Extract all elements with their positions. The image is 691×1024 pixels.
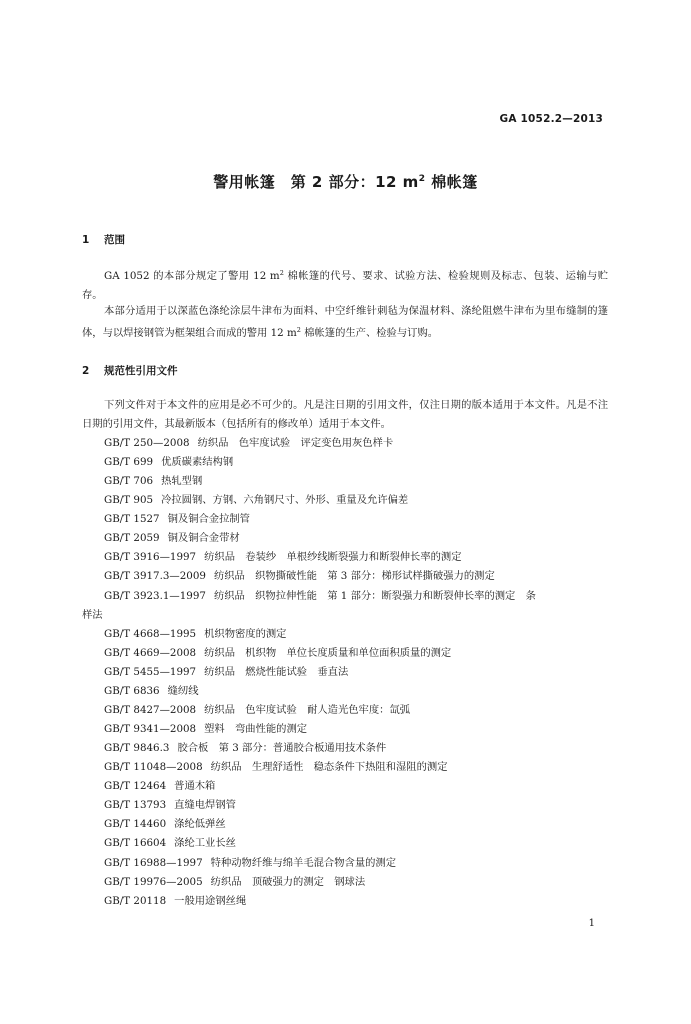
reference-item [104, 510, 608, 529]
reference-item [104, 796, 608, 815]
title-superscript: 2 [418, 174, 426, 184]
reference-title: 纺织品 织物拉伸性能 第 1 部分：断裂强力和断裂伸长率的测定 条 [213, 589, 536, 602]
reference-code: GB/T 706 [104, 475, 154, 488]
section-number: 1 [82, 234, 90, 246]
reference-code: GB/T 4668—1995 [104, 627, 197, 640]
reference-title: 胶合板 第 3 部分：普通胶合板通用技术条件 [177, 742, 387, 755]
reference-item [104, 739, 608, 758]
reference-code: GB/T 12464 [104, 780, 167, 793]
reference-code: GB/T 6836 [104, 684, 160, 697]
document-title [0, 171, 691, 192]
reference-item [104, 567, 608, 586]
reference-title: 铜及铜合金带材 [167, 532, 240, 545]
reference-code: GB/T 2059 [104, 532, 160, 545]
reference-title: 一般用途钢丝绳 [174, 894, 247, 907]
section-number: 2 [82, 365, 90, 377]
reference-code: GB/T 9341—2008 [104, 723, 197, 736]
reference-item [104, 701, 608, 720]
reference-item [104, 834, 608, 853]
reference-title: 机织物密度的测定 [204, 627, 287, 640]
reference-item [104, 644, 608, 663]
reference-title: 纺织品 色牢度试验 评定变色用灰色样卡 [197, 437, 394, 449]
reference-code: GB/T 699 [104, 456, 154, 469]
reference-code: GB/T 250—2008 [104, 437, 190, 449]
reference-code: GB/T 16604 [104, 837, 167, 850]
page-number: 1 [588, 918, 595, 929]
reference-item [82, 587, 608, 621]
reference-item [104, 682, 608, 701]
reference-item [104, 892, 608, 911]
reference-code: GB/T 13793 [104, 799, 167, 812]
reference-code: GB/T 5455—1997 [104, 665, 197, 678]
reference-item [104, 873, 608, 892]
reference-item [104, 472, 608, 491]
reference-item [104, 777, 608, 796]
reference-title: 优质碳素结构钢 [161, 456, 234, 469]
reference-code: GB/T 9846.3 [104, 742, 170, 755]
reference-title: 纺织品 机织物 单位长度质量和单位面积质量的测定 [204, 646, 452, 659]
title-tail: 棉帐篷 [425, 173, 478, 191]
reference-title: 铜及铜合金拉制管 [167, 513, 250, 526]
reference-title: 塑料 弯曲性能的测定 [204, 723, 308, 736]
reference-item [104, 663, 608, 682]
references-intro: 下列文件对于本文件的应用是必不可少的。凡是注日期的引用文件，仅注日期的版本适用于本文件。凡是不注日期的引用文件，其最新版本（包括所有的修改单）适用于本文件。 [82, 399, 608, 430]
scope-paragraph-1: GA 1052 的本部分规定了警用 12 $m^2$ 棉帐篷的代号、要求、试验方法、检验规则及标志、包装、运输与贮存。 [82, 269, 609, 301]
section-1-heading [82, 232, 125, 247]
reference-item [104, 529, 608, 548]
reference-code: GB/T 3916—1997 [104, 551, 197, 564]
reference-title: 冷拉圆钢、方钢、六角钢尺寸、外形、重量及允许偏差 [161, 494, 409, 507]
reference-title: 缝纫线 [167, 684, 199, 697]
reference-code: GB/T 19976—2005 [104, 875, 203, 888]
reference-title-continuation: 样法 [82, 608, 103, 621]
standard-code: GA 1052.2—2013 [499, 113, 603, 125]
reference-title: 普通木箱 [174, 780, 216, 793]
section-title: 范围 [104, 234, 125, 246]
reference-item [104, 854, 608, 873]
reference-item [104, 434, 608, 453]
scope-paragraph-2: 本部分适用于以深蓝色涤纶涂层牛津布为面料、中空纤维针刺毡为保温材料、涤纶阻燃牛津布为里布缝制的篷体，与以焊接钢管为框架组合而成的警用 12 $m^2$ 棉帐篷的生产、检验与订购。 [82, 305, 608, 339]
reference-item [104, 815, 608, 834]
reference-code: GB/T 905 [104, 494, 154, 507]
reference-code: GB/T 11048—2008 [104, 761, 203, 774]
reference-code: GB/T 4669—2008 [104, 646, 197, 659]
reference-code: GB/T 3917.3—2009 [104, 570, 206, 583]
reference-title: 涤纶工业长丝 [174, 837, 236, 850]
reference-title: 纺织品 卷装纱 单根纱线断裂强力和断裂伸长率的测定 [204, 551, 462, 564]
reference-title: 特种动物纤维与绵羊毛混合物含量的测定 [210, 856, 397, 869]
reference-title: 纺织品 生理舒适性 稳态条件下热阻和湿阻的测定 [210, 761, 448, 774]
reference-title: 热轧型钢 [161, 475, 203, 488]
reference-item [104, 548, 608, 567]
reference-title: 直缝电焊钢管 [174, 799, 236, 812]
reference-item [104, 453, 608, 472]
reference-code: GB/T 1527 [104, 513, 160, 526]
reference-title: 纺织品 织物撕破性能 第 3 部分：梯形试样撕破强力的测定 [213, 570, 495, 583]
title-main: 警用帐篷 第 2 部分：12 m [213, 173, 419, 191]
reference-title: 纺织品 燃烧性能试验 垂直法 [204, 665, 349, 678]
reference-title: 涤纶低弹丝 [174, 818, 226, 831]
section-2-heading [82, 363, 178, 378]
reference-code: GB/T 3923.1—1997 [104, 589, 206, 602]
reference-title: 纺织品 色牢度试验 耐人造光色牢度：氙弧 [204, 703, 411, 716]
reference-code: GB/T 16988—1997 [104, 856, 203, 869]
reference-code: GB/T 14460 [104, 818, 167, 831]
reference-title: 纺织品 顶破强力的测定 钢球法 [210, 875, 366, 888]
reference-item [104, 758, 608, 777]
section-title: 规范性引用文件 [104, 365, 178, 377]
reference-item [104, 720, 608, 739]
reference-item [104, 625, 608, 644]
reference-code: GB/T 20118 [104, 894, 167, 907]
reference-code: GB/T 8427—2008 [104, 703, 197, 716]
reference-item [104, 491, 608, 510]
